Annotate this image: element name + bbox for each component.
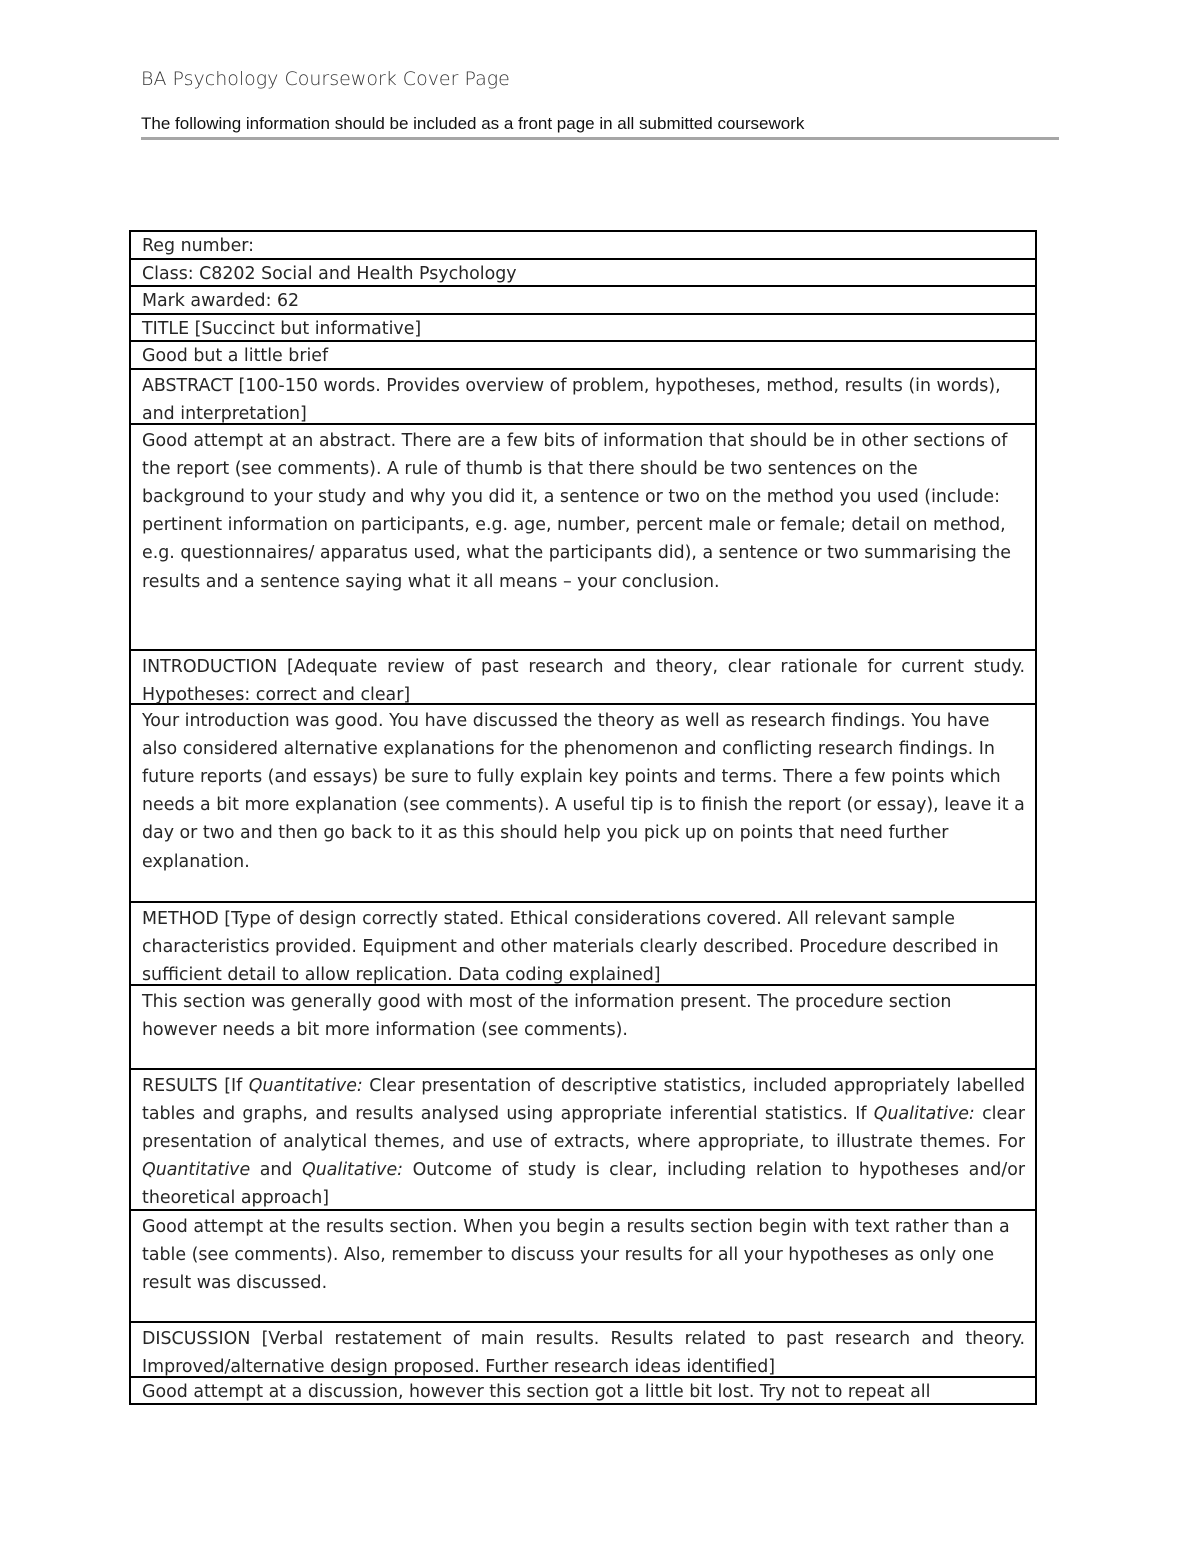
page-subtitle: The following information should be included as a front page in all submitted coursework [141, 114, 805, 133]
method-criteria-row: METHOD [Type of design correctly stated. Ethical considerations covered. All relevant sample characteristics provided. Equipment and other materials clearly described. Procedure described in sufficient detail to allow replication. Data coding explained] [131, 903, 1035, 986]
results-feedback-row: Good attempt at the results section. When you begin a results section begin with text rather than a table (see comments). Also, remember to discuss your results for all your hypotheses as only one result was discussed. [131, 1211, 1035, 1323]
results-criteria-text-3: clear presentation of analytical themes, and use of extracts, where appropriate, to illustrate themes. For [142, 1103, 1025, 1152]
abstract-criteria-row: ABSTRACT [100-150 words. Provides overview of problem, hypotheses, method, results (in words), and interpretation] [131, 370, 1035, 425]
discussion-feedback-row: Good attempt at a discussion, however this section got a little bit lost. Try not to repeat all [131, 1378, 1035, 1406]
introduction-criteria-row: INTRODUCTION [Adequate review of past research and theory, clear rationale for current study. Hypotheses: correct and clear] [131, 651, 1035, 705]
method-feedback-row: This section was generally good with most of the information present. The procedure section however needs a bit more information (see comments). [131, 986, 1035, 1070]
header-rule [141, 137, 1059, 140]
results-criteria-qualitative-1: Qualitative: [873, 1103, 975, 1124]
results-criteria-row [131, 1070, 1035, 1211]
mark-row: Mark awarded: 62 [131, 287, 1035, 315]
page-title: BA Psychology Coursework Cover Page [141, 68, 510, 90]
abstract-feedback-row: Good attempt at an abstract. There are a few bits of information that should be in other sections of the report (see comments). A rule of thumb is that there should be two sentences on the background to your study and why you did it, a sentence or two on the method you used (include: pertinent information on participants, e.g. age, number, percent male or female; detail on method, e.g. questionnaires/ apparatus used, what the participants did), a sentence or two summarising the results and a sentence saying what it all means – your conclusion. [131, 425, 1035, 651]
results-criteria-text-5: Outcome of study is clear, including relation to hypotheses and/or theoretical approach] [142, 1160, 1025, 1209]
reg-number-row: Reg number: [131, 232, 1035, 260]
results-criteria-text-1: RESULTS [If [142, 1075, 249, 1096]
introduction-feedback-row: Your introduction was good. You have discussed the theory as well as research findings. You have also considered alternative explanations for the phenomenon and conflicting research findings. In future reports (and essays) be sure to fully explain key points and terms. There a few points which needs a bit more explanation (see comments). A useful tip is to finish the report (or essay), leave it a day or two and then go back to it as this should help you pick up on points that need further explanation. [131, 705, 1035, 903]
results-criteria-quantitative-1: Quantitative: [248, 1075, 363, 1096]
title-feedback-row: Good but a little brief [131, 342, 1035, 370]
results-criteria-qualitative-2: Qualitative: [302, 1160, 404, 1181]
class-row: Class: C8202 Social and Health Psychology [131, 260, 1035, 288]
title-criteria-row: TITLE [Succinct but informative] [131, 315, 1035, 343]
discussion-criteria-row: DISCUSSION [Verbal restatement of main results. Results related to past research and theory. Improved/alternative design proposed. Further research ideas identified] [131, 1323, 1035, 1378]
results-criteria-text-2: Clear presentation of descriptive statistics, included appropriately labelled tables and graphs, and results analysed using appropriate inferential statistics. If [142, 1075, 1026, 1124]
results-criteria-quantitative-2: Quantitative [142, 1160, 251, 1181]
results-criteria-text-4: and [250, 1160, 303, 1181]
feedback-table [129, 230, 1037, 1405]
